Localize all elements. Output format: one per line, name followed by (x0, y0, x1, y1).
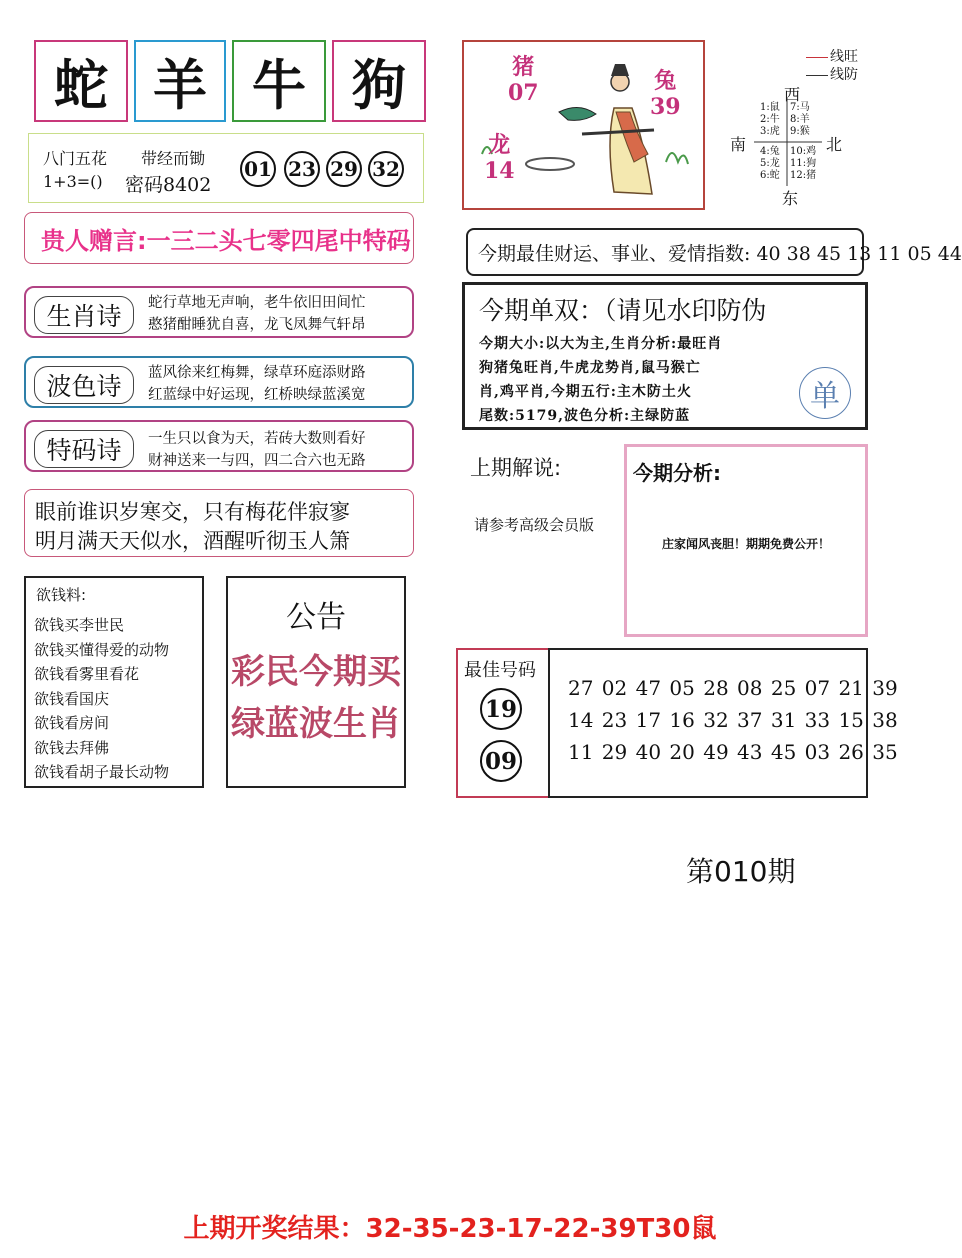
announcement-line: 绿蓝波生肖 (231, 704, 401, 744)
draw-result: 上期开奖结果：32-35-23-17-22-39T30鼠 (183, 1214, 717, 1244)
bamen-number-3: 29 (326, 151, 362, 187)
best-numbers-row: 14 23 17 16 32 37 31 33 15 38 (568, 708, 898, 732)
zodiac-box-2 (134, 40, 226, 122)
bamen-phrase: 带经而锄 (141, 149, 206, 168)
legend-label: 线旺 (830, 49, 858, 65)
legend-swatch-dark (806, 75, 828, 76)
direction-chart (726, 40, 900, 212)
legend-wang (806, 46, 858, 66)
poem-shengxiao (24, 286, 414, 338)
illustration-label-rabbit (650, 68, 681, 120)
compass-group (790, 102, 810, 138)
poem-line: 蓝风徐来红梅舞，绿草环庭添财路 (148, 365, 366, 381)
riddle-item: 欲钱看雾里看花 (34, 665, 140, 683)
riddle-item: 欲钱买李世民 (34, 616, 125, 634)
zodiac-name: 兔 (654, 68, 677, 94)
zodiac-box-3 (232, 40, 326, 122)
last-issue-title: 上期解说: (470, 456, 562, 480)
poem-tag: 特码诗 (34, 430, 134, 468)
poem-tag: 生肖诗 (34, 296, 134, 334)
compass-group (760, 102, 780, 138)
compass-entry: 2:牛 (760, 114, 780, 125)
zodiac-box-label: 牛 (252, 52, 306, 117)
poem-tema (24, 420, 414, 472)
illustration-label-pig (508, 54, 539, 106)
issue-number: 第010期 (686, 855, 796, 888)
compass-north: 北 (826, 135, 843, 154)
zodiac-box-label: 蛇 (54, 52, 108, 117)
zodiac-name: 猪 (512, 54, 535, 80)
illustration-label-dragon (484, 132, 515, 184)
analysis-text: 庄家闻风丧胆！期期免费公开！ (661, 537, 830, 551)
compass-east: 东 (782, 189, 799, 208)
compass-south: 南 (730, 135, 747, 154)
compass-entry: 3:虎 (760, 126, 780, 137)
zodiac-illustration (462, 40, 705, 210)
legend-label: 线防 (830, 67, 858, 83)
last-issue-text: 请参考高级会员版 (474, 516, 595, 534)
poem-line: 蛇行草地无声响，老牛依旧田间忙 (148, 295, 366, 311)
riddle-panel (24, 576, 204, 788)
bamen-formula: 1+3=() (43, 172, 103, 191)
compass-entry: 1:鼠 (760, 102, 780, 113)
odd-even-title: 今期单双：（请见水印防伪 (479, 296, 767, 325)
compass-group (790, 146, 816, 182)
odd-even-line: 肖,鸡平肖,今期五行:主木防土火 (479, 384, 692, 400)
poem-line: 财神送来一与四，四二合六也无路 (148, 453, 366, 469)
poem-bose (24, 356, 414, 408)
zodiac-name: 龙 (488, 132, 511, 158)
odd-even-line: 今期大小:以大为主,生肖分析:最旺肖 (479, 336, 723, 352)
bamen-title: 八门五花 (43, 149, 108, 168)
odd-even-line: 狗猪兔旺肖,牛虎龙势肖,鼠马猴亡 (479, 360, 701, 376)
best-numbers-title: 最佳号码 (464, 660, 536, 681)
compass-west: 西 (784, 85, 801, 104)
best-numbers-grid (548, 648, 898, 798)
legend-fang (806, 64, 858, 84)
bamen-number-1: 01 (240, 151, 276, 187)
compass-entry: 12:猪 (790, 170, 817, 181)
riddle-title: 欲钱料: (36, 586, 87, 604)
compass-entry: 7:马 (790, 102, 810, 113)
zodiac-number: 39 (650, 94, 681, 120)
compass-group (760, 146, 780, 182)
poem-line: 红蓝绿中好运现，红桥映绿蓝溪宽 (148, 387, 366, 403)
compass-entry: 6:蛇 (760, 170, 780, 181)
riddle-item: 欲钱买懂得爱的动物 (34, 640, 170, 659)
bamen-code: 密码8402 (125, 174, 212, 196)
zodiac-number: 07 (508, 80, 539, 106)
compass-entry: 11:狗 (790, 158, 817, 169)
zodiac-box-label: 羊 (153, 52, 207, 117)
zodiac-number: 14 (484, 158, 515, 184)
analysis-title: 今期分析: (633, 461, 721, 485)
fortune-index (466, 228, 962, 276)
compass-entry: 8:羊 (790, 114, 810, 125)
compass-entry: 5:龙 (760, 158, 780, 169)
zodiac-box-1 (34, 40, 128, 122)
poem-tag: 波色诗 (34, 366, 134, 404)
bamen-number-4: 32 (368, 151, 404, 187)
riddle-item: 欲钱看房间 (34, 714, 110, 732)
poem-line: 一生只以食为天，若砖大数则看好 (148, 431, 366, 447)
compass-entry: 4:兔 (760, 146, 780, 157)
compass-entry: 9:猴 (790, 126, 810, 137)
odd-even-line: 尾数:5179,波色分析:主绿防蓝 (479, 408, 691, 424)
guiren-text: 贵人赠言:一三二头七零四尾中特码 (41, 226, 411, 255)
watermark-stamp: 单 (799, 367, 851, 419)
poem-line: 憨猪酣睡犹自喜，龙飞凤舞气轩昂 (148, 317, 366, 333)
riddle-item: 欲钱看国庆 (34, 689, 110, 708)
bamen-panel (28, 133, 424, 203)
riddle-item: 欲钱去拜佛 (34, 738, 110, 757)
best-numbers-row: 11 29 40 20 49 43 45 03 26 35 (568, 740, 898, 764)
analysis-panel (624, 444, 868, 637)
verse-line: 明月满天天似水，酒醒听彻玉人箫 (35, 529, 350, 553)
guiren-banner (24, 212, 414, 264)
compass-entry: 10:鸡 (790, 146, 817, 157)
best-circle-number: 19 (480, 688, 522, 730)
verse-panel (24, 489, 414, 557)
bamen-number-2: 23 (284, 151, 320, 187)
announcement-panel (226, 576, 406, 788)
riddle-item: 欲钱看胡子最长动物 (34, 763, 170, 781)
best-numbers-panel (456, 648, 898, 798)
zodiac-box-label: 狗 (352, 52, 406, 117)
zodiac-box-4 (332, 40, 426, 122)
riddle-list (34, 613, 169, 785)
fortune-index-text: 今期最佳财运、事业、爱情指数: 40 38 45 13 11 05 44 (478, 242, 962, 265)
odd-even-panel (462, 282, 868, 430)
verse-line: 眼前谁识岁寒交，只有梅花伴寂寥 (35, 500, 350, 524)
best-numbers-row: 27 02 47 05 28 08 25 07 21 39 (568, 676, 898, 700)
legend-swatch-red (806, 57, 828, 58)
announcement-line: 彩民今期买 (231, 652, 401, 692)
best-circle-number: 09 (480, 740, 522, 782)
announcement-title: 公告 (286, 600, 346, 635)
best-numbers-label-box (456, 648, 550, 798)
